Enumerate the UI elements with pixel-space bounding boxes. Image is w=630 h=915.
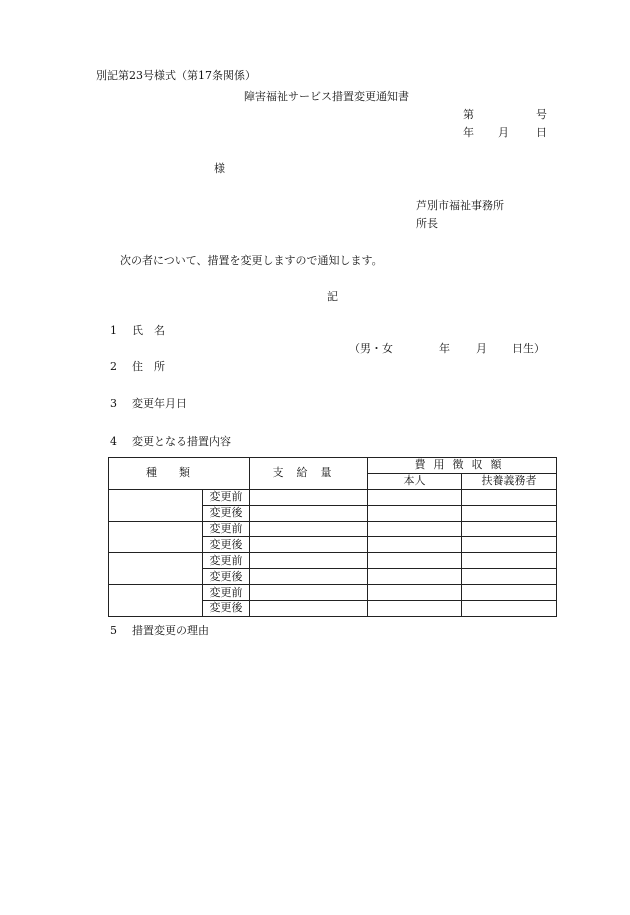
after-change-label: 変更後 xyxy=(203,601,250,617)
item-2-number: 2 xyxy=(110,360,117,373)
item-1-name-label: 氏 名 xyxy=(132,324,165,337)
header-self: 本人 xyxy=(368,473,462,489)
date-month-label: 月 xyxy=(498,126,509,139)
supporter-fee-cell xyxy=(462,521,557,537)
supply-cell xyxy=(250,489,368,505)
header-kind: 種類 xyxy=(109,458,250,490)
before-change-label: 変更前 xyxy=(203,521,250,537)
header-supporter: 扶養義務者 xyxy=(462,473,557,489)
self-fee-cell xyxy=(368,521,462,537)
item-3-change-date-label: 変更年月日 xyxy=(132,397,187,410)
supporter-fee-cell xyxy=(462,585,557,601)
supply-cell xyxy=(250,505,368,521)
self-fee-cell xyxy=(368,553,462,569)
item-4-number: 4 xyxy=(110,435,117,448)
kind-cell xyxy=(109,489,203,521)
supply-cell xyxy=(250,553,368,569)
table-row xyxy=(109,521,557,537)
item-2-address-label: 住 所 xyxy=(132,360,165,373)
table-row xyxy=(109,489,557,505)
date-day-label: 日 xyxy=(536,126,547,139)
supporter-fee-cell xyxy=(462,569,557,585)
supporter-fee-cell xyxy=(462,553,557,569)
self-fee-cell xyxy=(368,569,462,585)
document-title: 障害福祉サービス措置変更通知書 xyxy=(244,90,409,103)
self-fee-cell xyxy=(368,505,462,521)
kind-cell xyxy=(109,521,203,553)
birth-day-label: 日生） xyxy=(512,342,545,355)
supply-cell xyxy=(250,585,368,601)
after-change-label: 変更後 xyxy=(203,569,250,585)
supply-cell xyxy=(250,521,368,537)
kind-cell xyxy=(109,585,203,617)
ki-heading: 記 xyxy=(327,290,338,303)
supply-cell xyxy=(250,569,368,585)
item-3-number: 3 xyxy=(110,397,117,410)
birth-gender-label: （男・女 xyxy=(349,342,393,355)
measure-change-table xyxy=(108,457,557,617)
date-year-label: 年 xyxy=(463,126,474,139)
kind-cell xyxy=(109,553,203,585)
self-fee-cell xyxy=(368,601,462,617)
item-5-number: 5 xyxy=(110,624,117,637)
issuer-head: 所長 xyxy=(416,217,438,230)
before-change-label: 変更前 xyxy=(203,553,250,569)
number-label-gou: 号 xyxy=(536,108,547,121)
before-change-label: 変更前 xyxy=(203,489,250,505)
header-supply-amount: 支給量 xyxy=(250,458,368,490)
self-fee-cell xyxy=(368,585,462,601)
after-change-label: 変更後 xyxy=(203,505,250,521)
self-fee-cell xyxy=(368,489,462,505)
birth-year-label: 年 xyxy=(439,342,450,355)
birth-month-label: 月 xyxy=(476,342,487,355)
header-fee-collection: 費用徴収額 xyxy=(368,458,557,474)
form-number: 別記第23号様式（第17条関係） xyxy=(96,69,256,82)
number-label-dai: 第 xyxy=(463,108,474,121)
supply-cell xyxy=(250,537,368,553)
after-change-label: 変更後 xyxy=(203,537,250,553)
item-4-measure-label: 変更となる措置内容 xyxy=(132,435,231,448)
notice-body-text: 次の者について、措置を変更しますので通知します。 xyxy=(120,254,383,267)
table-row xyxy=(109,553,557,569)
table-row xyxy=(109,585,557,601)
self-fee-cell xyxy=(368,537,462,553)
item-5-reason-label: 措置変更の理由 xyxy=(132,624,209,637)
supporter-fee-cell xyxy=(462,601,557,617)
item-1-number: 1 xyxy=(110,324,117,337)
supporter-fee-cell xyxy=(462,537,557,553)
supply-cell xyxy=(250,601,368,617)
addressee-suffix: 様 xyxy=(214,162,225,175)
before-change-label: 変更前 xyxy=(203,585,250,601)
issuer-office: 芦別市福祉事務所 xyxy=(416,199,504,212)
supporter-fee-cell xyxy=(462,489,557,505)
supporter-fee-cell xyxy=(462,505,557,521)
